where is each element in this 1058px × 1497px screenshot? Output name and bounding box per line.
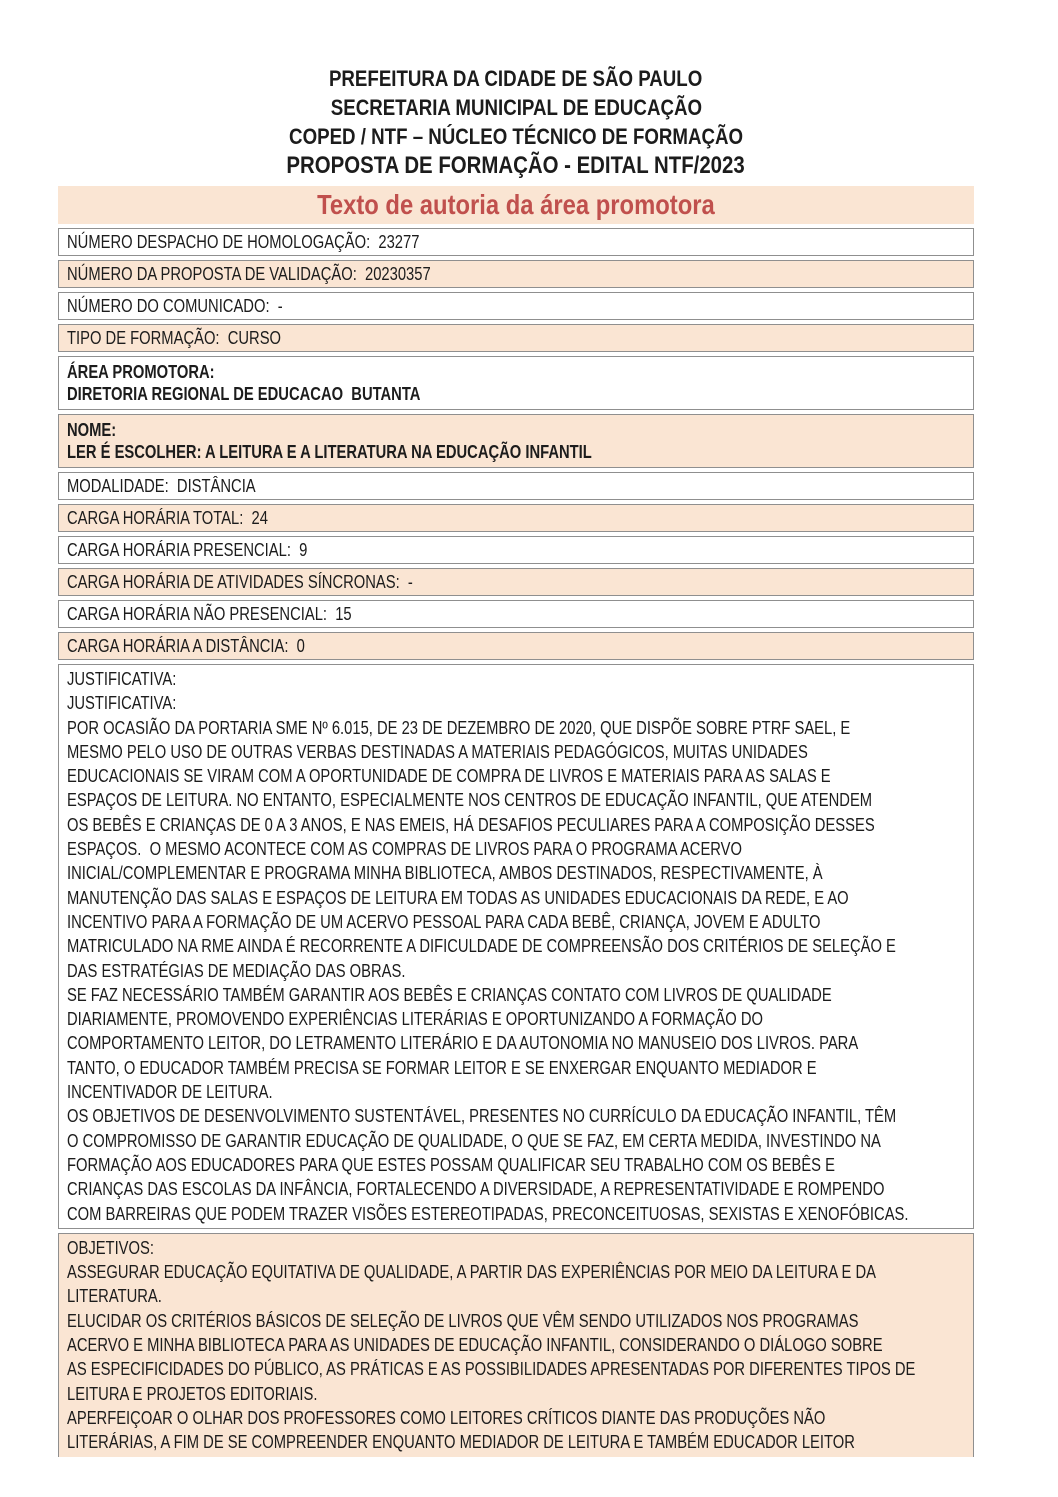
promo-author-banner-text: Texto de autoria da área promotora xyxy=(317,189,715,220)
field-label: CARGA HORÁRIA DE ATIVIDADES SÍNCRONAS: xyxy=(67,572,400,592)
field-row-tipo-formacao xyxy=(58,324,974,352)
text-line: MATRICULADO NA RME AINDA É RECORRENTE A DIFICULDADE DE COMPREENSÃO DOS CRITÉRIOS DE SELEÇÃO E xyxy=(67,936,896,957)
text-line: APERFEIÇOAR O OLHAR DOS PROFESSORES COMO LEITORES CRÍTICOS DIANTE DAS PRODUÇÕES NÃO xyxy=(67,1407,826,1428)
field-value: 24 xyxy=(251,508,268,528)
field-value: CURSO xyxy=(227,328,282,348)
text-line: SE FAZ NECESSÁRIO TAMBÉM GARANTIR AOS BEBÊS E CRIANÇAS CONTATO COM LIVROS DE QUALIDADE xyxy=(67,984,832,1005)
document-header xyxy=(58,0,974,180)
field-label: CARGA HORÁRIA NÃO PRESENCIAL: xyxy=(67,604,328,624)
field-row-proposta-validacao xyxy=(58,260,974,288)
justificativa-text xyxy=(67,667,958,1226)
field-row-carga-total xyxy=(58,504,974,532)
field-row-nome xyxy=(58,414,974,468)
text-line: LITERÁRIAS, A FIM DE SE COMPREENDER ENQUANTO MEDIADOR DE LEITURA E TAMBÉM EDUCADOR LEITOR xyxy=(67,1432,855,1453)
text-line: JUSTIFICATIVA: xyxy=(67,693,177,714)
text-line: ELUCIDAR OS CRITÉRIOS BÁSICOS DE SELEÇÃO DE LIVROS QUE VÊM SENDO UTILIZADOS NOS PROGRAMAS xyxy=(67,1310,859,1331)
text-line: MANUTENÇÃO DAS SALAS E ESPAÇOS DE LEITURA EM TODAS AS UNIDADES EDUCACIONAIS DA REDE, E AO xyxy=(67,887,849,908)
text-line: O COMPROMISSO DE GARANTIR EDUCAÇÃO DE QUALIDADE, O QUE SE FAZ, EM CERTA MEDIDA, INVESTINDO NA xyxy=(67,1130,881,1151)
field-row-despacho-homologacao xyxy=(58,228,974,256)
field-value: 0 xyxy=(296,636,305,656)
field-label: NÚMERO DESPACHO DE HOMOLOGAÇÃO: xyxy=(67,232,371,252)
field-row-area-promotora xyxy=(58,356,974,410)
field-row-carga-nao-presencial xyxy=(58,600,974,628)
field-row-carga-distancia xyxy=(58,632,974,660)
text-line: DAS ESTRATÉGIAS DE MEDIAÇÃO DAS OBRAS. xyxy=(67,960,406,981)
field-value: - xyxy=(277,296,283,316)
text-line: ACERVO E MINHA BIBLIOTECA PARA AS UNIDADES DE EDUCAÇÃO INFANTIL, CONSIDERANDO O DIÁLOGO SOBRE xyxy=(67,1335,883,1356)
field-value: 20230357 xyxy=(365,264,431,284)
fields-section xyxy=(58,228,974,660)
field-value: 9 xyxy=(299,540,308,560)
field-label: ÁREA PROMOTORA: xyxy=(67,362,215,382)
document-page xyxy=(58,0,974,1457)
text-line: INICIAL/COMPLEMENTAR E PROGRAMA MINHA BIBLIOTECA, AMBOS DESTINADOS, RESPECTIVAMENTE, À xyxy=(67,863,823,884)
header-line-proposta-edital: PROPOSTA DE FORMAÇÃO - EDITAL NTF/2023 xyxy=(286,152,746,179)
objetivos-text xyxy=(67,1236,958,1455)
field-row-carga-sincronas xyxy=(58,568,974,596)
text-line: COM BARREIRAS QUE PODEM TRAZER VISÕES ESTEREOTIPADAS, PRECONCEITUOSAS, SEXISTAS E XENOFÓBICAS. xyxy=(67,1203,909,1224)
text-line: ESPAÇOS. O MESMO ACONTECE COM AS COMPRAS DE LIVROS PARA O PROGRAMA ACERVO xyxy=(67,839,743,860)
text-line: COMPORTAMENTO LEITOR, DO LETRAMENTO LITERÁRIO E DA AUTONOMIA NO MANUSEIO DOS LIVROS. PARA xyxy=(67,1033,859,1054)
header-line-prefeitura: PREFEITURA DA CIDADE DE SÃO PAULO xyxy=(329,66,703,91)
text-line: TANTO, O EDUCADOR TAMBÉM PRECISA SE FORMAR LEITOR E SE ENXERGAR ENQUANTO MEDIADOR E xyxy=(67,1057,817,1078)
text-line: OS OBJETIVOS DE DESENVOLVIMENTO SUSTENTÁVEL, PRESENTES NO CURRÍCULO DA EDUCAÇÃO INFANTIL, TÊM xyxy=(67,1106,897,1127)
text-line: OS BEBÊS E CRIANÇAS DE 0 A 3 ANOS, E NAS EMEIS, HÁ DESAFIOS PECULIARES PARA A COMPOSIÇÃO DESSES xyxy=(67,814,875,835)
text-line: CRIANÇAS DAS ESCOLAS DA INFÂNCIA, FORTALECENDO A DIVERSIDADE, A REPRESENTATIVIDADE E ROMPENDO xyxy=(67,1179,885,1200)
text-line: INCENTIVO PARA A FORMAÇÃO DE UM ACERVO PESSOAL PARA CADA BEBÊ, CRIANÇA, JOVEM E ADULTO xyxy=(67,911,821,932)
field-value: 15 xyxy=(335,604,352,624)
field-label: CARGA HORÁRIA PRESENCIAL: xyxy=(67,540,291,560)
field-row-carga-presencial xyxy=(58,536,974,564)
justificativa-block xyxy=(58,664,974,1229)
field-label: NÚMERO DO COMUNICADO: xyxy=(67,296,270,316)
header-line-coped-ntf: COPED / NTF – NÚCLEO TÉCNICO DE FORMAÇÃO xyxy=(288,124,744,149)
text-line: EDUCACIONAIS SE VIRAM COM A OPORTUNIDADE DE COMPRA DE LIVROS E MATERIAIS PARA AS SALAS E xyxy=(67,766,831,787)
field-value: 23277 xyxy=(378,232,420,252)
field-value: DISTÂNCIA xyxy=(176,476,256,496)
text-line: LEITURA E PROJETOS EDITORIAIS. xyxy=(67,1383,318,1404)
text-line: OBJETIVOS: xyxy=(67,1237,154,1258)
text-line: JUSTIFICATIVA: xyxy=(67,669,177,689)
text-line: LITERATURA. xyxy=(67,1286,162,1307)
text-line: MESMO PELO USO DE OUTRAS VERBAS DESTINADAS A MATERIAIS PEDAGÓGICOS, MUITAS UNIDADES xyxy=(67,741,808,762)
text-line: ESPAÇOS DE LEITURA. NO ENTANTO, ESPECIALMENTE NOS CENTROS DE EDUCAÇÃO INFANTIL, QUE ATENDEM xyxy=(67,790,873,811)
text-line: AS ESPECIFICIDADES DO PÚBLICO, AS PRÁTICAS E AS POSSIBILIDADES APRESENTADAS POR DIFERENTES TIPOS DE xyxy=(67,1359,916,1380)
field-label: CARGA HORÁRIA A DISTÂNCIA: xyxy=(67,636,289,656)
field-value: DIRETORIA REGIONAL DE EDUCACAO BUTANTA xyxy=(67,384,421,404)
objetivos-block xyxy=(58,1233,974,1457)
text-line: ASSEGURAR EDUCAÇÃO EQUITATIVA DE QUALIDADE, A PARTIR DAS EXPERIÊNCIAS POR MEIO DA LEITURA E DA xyxy=(67,1262,876,1283)
text-line: INCENTIVADOR DE LEITURA. xyxy=(67,1082,273,1103)
text-line: DIARIAMENTE, PROMOVENDO EXPERIÊNCIAS LITERÁRIAS E OPORTUNIZANDO A FORMAÇÃO DO xyxy=(67,1009,764,1030)
promo-author-banner xyxy=(58,186,974,224)
field-label: NOME: xyxy=(67,420,117,440)
field-value: - xyxy=(407,572,413,592)
field-label: CARGA HORÁRIA TOTAL: xyxy=(67,508,244,528)
text-line: FORMAÇÃO AOS EDUCADORES PARA QUE ESTES POSSAM QUALIFICAR SEU TRABALHO COM OS BEBÊS E xyxy=(67,1154,835,1175)
field-label: NÚMERO DA PROPOSTA DE VALIDAÇÃO: xyxy=(67,264,357,284)
text-line: POR OCASIÃO DA PORTARIA SME Nº 6.015, DE 23 DE DEZEMBRO DE 2020, QUE DISPÕE SOBRE PTRF SAEL, E xyxy=(67,717,851,738)
field-row-comunicado xyxy=(58,292,974,320)
field-value: LER É ESCOLHER: A LEITURA E A LITERATURA NA EDUCAÇÃO INFANTIL xyxy=(67,442,592,462)
field-label: MODALIDADE: xyxy=(67,476,169,496)
field-label: TIPO DE FORMAÇÃO: xyxy=(67,328,220,348)
header-line-secretaria: SECRETARIA MUNICIPAL DE EDUCAÇÃO xyxy=(330,95,702,120)
field-row-modalidade xyxy=(58,472,974,500)
